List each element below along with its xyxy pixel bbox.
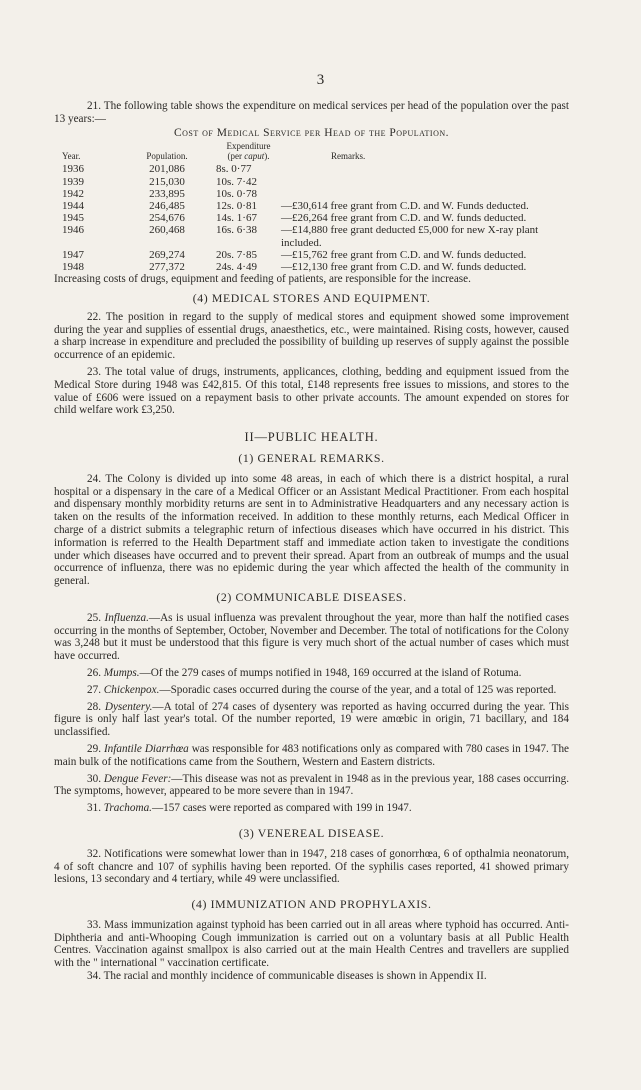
table-row — [54, 212, 569, 224]
cell-remarks: —£14,880 free grant deducted £5,000 for new X-ray plant included. — [281, 224, 539, 249]
p31-term: Trachoma. — [103, 802, 152, 815]
header-expenditure — [214, 141, 281, 163]
p28-num: 28. — [87, 700, 101, 713]
cell-remarks — [281, 176, 569, 188]
p26-term: Mumps. — [103, 666, 140, 679]
header-expenditure-line1: Expenditure — [226, 141, 271, 152]
cell-expenditure: 16s. 6·38 — [216, 224, 257, 237]
cell-population: 215,030 — [149, 175, 185, 188]
cell-year: 1946 — [62, 224, 84, 237]
cell-population: 246,485 — [149, 200, 185, 212]
cell-remarks — [281, 188, 569, 200]
section-immunization-title: (4) IMMUNIZATION AND PROPHYLAXIS. — [191, 897, 432, 912]
table-row — [54, 176, 569, 188]
cell-expenditure: 14s. 1·67 — [216, 212, 257, 225]
cell-population: 269,274 — [149, 248, 185, 261]
section-venereal-disease-title: (3) VENEREAL DISEASE. — [238, 825, 385, 840]
p28-text: —A total of 274 cases of dysentery was reported as having occurred during the year. This figure is only half last year's total. Of the number reported, 19 were amœbic in origin, 71 bacillary, and 184 unclassified. — [54, 700, 569, 739]
cell-population: 260,468 — [149, 224, 185, 237]
table-row — [54, 249, 569, 261]
paragraph-31 — [54, 802, 569, 815]
p26-text: —Of the 279 cases of mumps notified in 1948, 169 occurred at the island of Rotuma. — [139, 666, 522, 679]
p25-num: 25. — [87, 611, 101, 624]
paragraph-22: 22. The position in regard to the supply of medical stores and equipment showed some improvement during the year and supplies of essential drugs, anaesthetics, etc., were maintained. Rising costs, however, caused a sharp increase in expenditure and precluded the possibility of building up reserves of supply against the possible occurrence of an epidemic. — [54, 310, 569, 362]
cell-expenditure: 8s. 0·77 — [216, 163, 252, 176]
paragraph-30 — [54, 773, 569, 799]
p31-num: 31. — [87, 802, 101, 815]
cell-year: 1945 — [62, 212, 84, 225]
cell-year: 1942 — [62, 187, 84, 200]
p29-num: 29. — [87, 742, 101, 755]
cell-population: 254,676 — [149, 212, 185, 225]
table-row — [54, 224, 569, 248]
p30-term: Dengue Fever: — [103, 772, 172, 785]
cell-expenditure: 24s. 4·49 — [216, 261, 257, 274]
paragraph-28 — [54, 701, 569, 739]
header-population: Population. — [146, 151, 188, 162]
cell-remarks — [281, 163, 569, 175]
page-content — [54, 100, 569, 983]
p25-text: —As is usual influenza was prevalent throughout the year, more than half the notified cases occurring in the months of September, October, November and December. The total of notifications for the Colony was 3,248 but it must be understood that this figure is very much short of the actual number of cases which must have occurred. — [54, 611, 569, 663]
table-header-row — [54, 141, 569, 163]
paragraph-34: 34. The racial and monthly incidence of communicable diseases is shown in Appendix II. — [87, 970, 487, 983]
table-row — [54, 261, 569, 273]
paragraph-33: 33. Mass immunization against typhoid has been carried out in all areas where typhoid has occurred. Anti-Diphtheria and anti-Whooping Cough immunization is carried out on a voluntary basis at all Public Health Centres. Vaccination against smallpox is also carried out at the main Health Centres and travellers are supplied with the " international " vaccination certificate. — [54, 918, 569, 970]
p31-text: —157 cases were reported as compared with 199 in 1947. — [151, 802, 412, 815]
cell-expenditure: 10s. 7·42 — [216, 175, 257, 188]
header-expenditure-per: (per — [227, 151, 242, 162]
cell-year: 1947 — [62, 248, 84, 261]
p27-text: —Sporadic cases occurred during the course of the year, and a total of 125 was reported. — [159, 683, 557, 696]
p27-term: Chickenpox. — [103, 683, 160, 696]
cell-year: 1939 — [62, 175, 84, 188]
header-remarks: Remarks. — [331, 151, 366, 162]
paragraph-21: 21. The following table shows the expenditure on medical services per head of the population over the past 13 years:— — [54, 100, 569, 125]
p29-text: was responsible for 483 notifications only as compared with 780 cases in 1947. The main bulk of the notifications came from the Southern, Western and Eastern districts. — [54, 742, 570, 768]
p29-term: Infantile Diarrhœa — [103, 742, 189, 755]
cell-remarks: —£26,264 free grant from C.D. and W. funds deducted. — [281, 212, 527, 225]
table-row — [54, 163, 569, 175]
section-medical-stores-title: (4) MEDICAL STORES AND EQUIPMENT. — [192, 291, 431, 306]
header-year: Year. — [62, 151, 81, 162]
part-public-health-title: II—PUBLIC HEALTH. — [244, 430, 379, 445]
section-general-remarks-title: (1) GENERAL REMARKS. — [238, 450, 385, 465]
cell-remarks: —£30,614 free grant from C.D. and W. Funds deducted. — [281, 200, 529, 212]
paragraph-23: 23. The total value of drugs, instruments, applicances, clothing, bedding and equipment issued from the Medical Store during 1948 was £42,815. Of this total, £148 represents free issues to missions, and stores to the value of £606 were issued on a repayment basis to other private accounts. The amount expended on stores for child welfare work £3,250. — [54, 366, 569, 417]
p28-term: Dysentery. — [104, 700, 153, 713]
paragraph-29 — [54, 743, 569, 769]
cell-remarks: —£12,130 free grant from C.D. and W. funds deducted. — [281, 261, 527, 274]
expenditure-table — [54, 141, 569, 273]
paragraph-25 — [54, 612, 569, 663]
page-number: 3 — [316, 72, 325, 88]
table-row — [54, 200, 569, 212]
table-title: Cost of Medical Service per Head of the Population. — [173, 126, 450, 139]
cell-expenditure: 20s. 7·85 — [216, 248, 257, 261]
cell-year: 1936 — [62, 163, 84, 176]
p26-num: 26. — [87, 666, 101, 679]
paragraph-32: 32. Notifications were somewhat lower than in 1947, 218 cases of gonorrhœa, 6 of opthalmia neonatorum, 4 of soft chancre and 107 of syphilis having been reported. Of the syphilis cases reported, 41 showed primary lesions, 13 secondary and 4 tertiary, while 49 were unclassified. — [54, 847, 569, 886]
cell-population: 201,086 — [149, 163, 185, 176]
cell-expenditure: 10s. 0·78 — [216, 187, 257, 200]
cell-expenditure: 12s. 0·81 — [216, 200, 257, 212]
p25-term: Influenza. — [104, 611, 149, 624]
section-communicable-diseases-title: (2) COMMUNICABLE DISEASES. — [216, 589, 407, 604]
p30-num: 30. — [87, 772, 101, 785]
cell-remarks: —£15,762 free grant from C.D. and W. funds deducted. — [281, 248, 527, 261]
paragraph-27 — [54, 684, 569, 697]
cell-year: 1944 — [62, 200, 84, 212]
paragraph-26 — [54, 667, 569, 680]
table-note: Increasing costs of drugs, equipment and feeding of patients, are responsible for the increase. — [54, 273, 471, 286]
cell-year: 1948 — [62, 261, 84, 274]
header-expenditure-close: ). — [264, 151, 270, 162]
cell-population: 277,372 — [149, 261, 185, 274]
p27-num: 27. — [87, 683, 101, 696]
header-expenditure-caput: caput — [244, 151, 265, 162]
table-row — [54, 188, 569, 200]
paragraph-24: 24. The Colony is divided up into some 48 areas, in each of which there is a district hospital, a rural hospital or a dispensary in the care of a Medical Officer or an Assistant Medical Practitioner. From each hospital and dispensary monthly morbidity returns are sent in to Administrative Headquarters and any necessary action is taken on the results of the information received. In addition to these monthly returns, each Medical Officer in charge of a district submits a telegraphic return of infectious diseases which have occurred in his district. This information is referred to the Health Department staff and immediate action taken to investigate the conditions under which diseases have occurred and to prevent their spread. Apart from an outbreak of mumps and the usual occurrence of influenza, there was no epidemic during the year which affected the health of the community in general. — [54, 472, 569, 588]
cell-population: 233,895 — [149, 187, 185, 200]
p30-text: —This disease was not as prevalent in 1948 as in the previous year, 188 cases occurring. The symptoms, however, appeared to be more severe than in 1947. — [54, 772, 569, 798]
